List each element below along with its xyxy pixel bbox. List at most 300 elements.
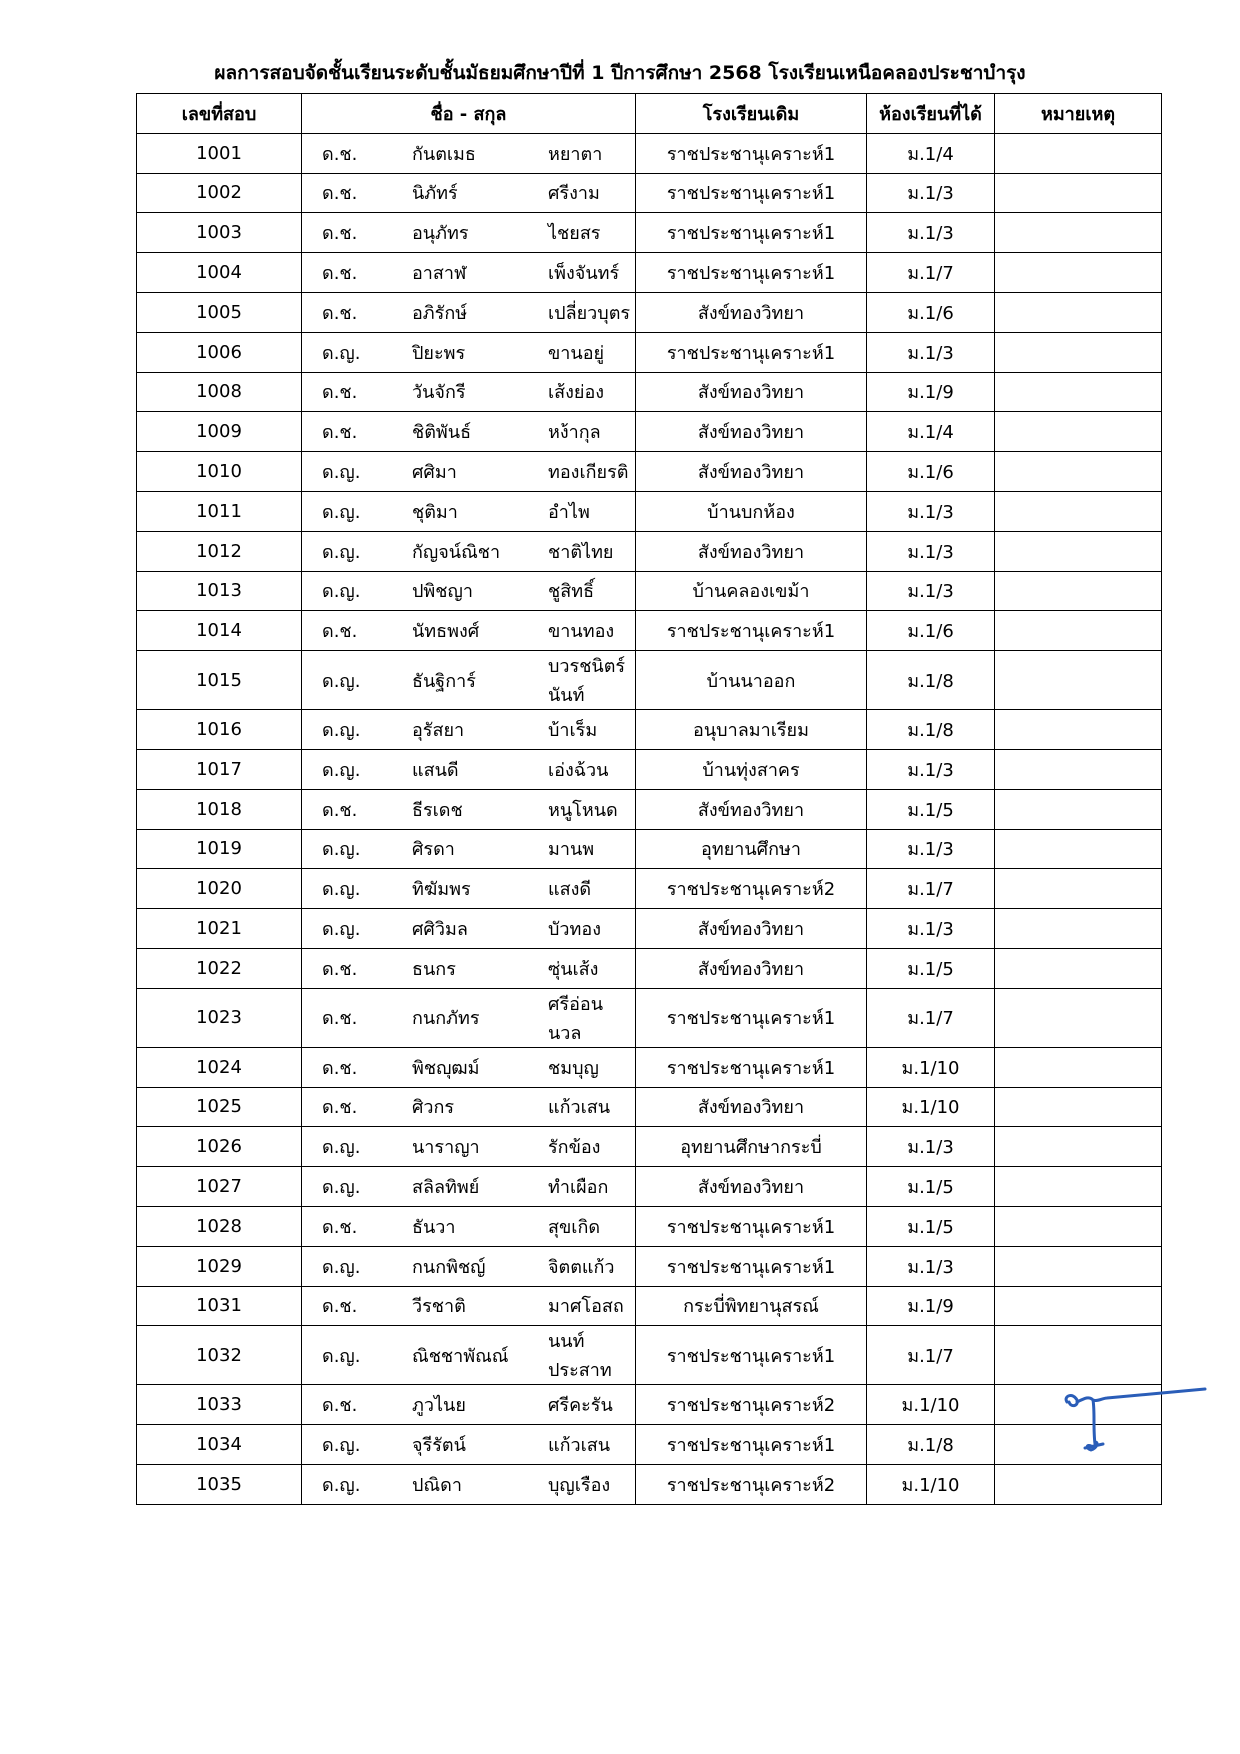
first-name: อุรัสยา — [412, 720, 465, 742]
room-cell: ม.1/7 — [867, 1326, 995, 1385]
exam-no-cell: 1035 — [137, 1464, 302, 1504]
remark-cell — [995, 571, 1162, 611]
last-name: ทำเผือก — [548, 1177, 609, 1199]
table-header-row — [137, 94, 1162, 134]
previous-school-cell: ราชประชานุเคราะห์1 — [636, 1425, 867, 1465]
first-name: ชิติพันธ์ — [412, 422, 472, 444]
table-row — [137, 829, 1162, 869]
name-prefix: ด.ช. — [322, 1216, 358, 1238]
name-prefix: ด.ญ. — [322, 720, 361, 742]
exam-no-cell: 1003 — [137, 213, 302, 253]
previous-school-cell: กระบี่พิทยานุสรณ์ — [636, 1286, 867, 1326]
room-cell: ม.1/8 — [867, 1425, 995, 1465]
table-body — [137, 133, 1162, 1504]
name-cell — [302, 1286, 636, 1326]
last-name: เพ็งจันทร์ — [548, 263, 620, 285]
previous-school-cell: ราชประชานุเคราะห์1 — [636, 1326, 867, 1385]
remark-cell — [995, 749, 1162, 789]
name-cell — [302, 1167, 636, 1207]
room-cell: ม.1/5 — [867, 1167, 995, 1207]
room-cell: ม.1/3 — [867, 571, 995, 611]
remark-cell — [995, 789, 1162, 829]
last-name: ศรีงาม — [548, 183, 600, 205]
room-cell: ม.1/3 — [867, 332, 995, 372]
remark-cell — [995, 412, 1162, 452]
remark-cell — [995, 1087, 1162, 1127]
previous-school-cell: ราชประชานุเคราะห์1 — [636, 253, 867, 293]
remark-cell — [995, 710, 1162, 750]
exam-no-cell: 1002 — [137, 173, 302, 213]
name-cell — [302, 372, 636, 412]
first-name: แสนดี — [412, 759, 459, 781]
remark-cell — [995, 1047, 1162, 1087]
name-cell — [302, 1326, 636, 1385]
name-prefix: ด.ช. — [322, 263, 358, 285]
name-prefix: ด.ญ. — [322, 759, 361, 781]
name-cell — [302, 1127, 636, 1167]
exam-no-cell: 1014 — [137, 611, 302, 651]
name-prefix: ด.ช. — [322, 958, 358, 980]
last-name: อำไพ — [548, 501, 590, 523]
remark-cell — [995, 948, 1162, 988]
table-row — [137, 133, 1162, 173]
previous-school-cell: สังข์ทองวิทยา — [636, 372, 867, 412]
exam-no-cell: 1001 — [137, 133, 302, 173]
exam-no-cell: 1005 — [137, 292, 302, 332]
previous-school-cell: อุทยานศึกษา — [636, 829, 867, 869]
last-name: ขานทอง — [548, 621, 615, 643]
exam-no-cell: 1010 — [137, 452, 302, 492]
name-prefix: ด.ช. — [322, 223, 358, 245]
name-cell — [302, 412, 636, 452]
table-row — [137, 1047, 1162, 1087]
first-name: ทิฆัมพร — [412, 879, 471, 901]
exam-no-cell: 1011 — [137, 491, 302, 531]
room-cell: ม.1/3 — [867, 829, 995, 869]
first-name: อาสาฬ — [412, 263, 467, 285]
header-remark: หมายเหตุ — [995, 94, 1162, 134]
table-row — [137, 1464, 1162, 1504]
exam-no-cell: 1032 — [137, 1326, 302, 1385]
name-cell — [302, 1246, 636, 1286]
room-cell: ม.1/9 — [867, 1286, 995, 1326]
table-row — [137, 292, 1162, 332]
first-name: ศิวกร — [412, 1097, 455, 1119]
previous-school-cell: สังข์ทองวิทยา — [636, 789, 867, 829]
previous-school-cell: บ้านทุ่งสาคร — [636, 749, 867, 789]
name-prefix: ด.ญ. — [322, 541, 361, 563]
name-cell — [302, 213, 636, 253]
first-name: วีรชาติ — [412, 1296, 466, 1318]
name-cell — [302, 452, 636, 492]
first-name: นาราญา — [412, 1137, 480, 1159]
first-name: อภิรักษ์ — [412, 302, 468, 324]
name-cell — [302, 749, 636, 789]
name-cell — [302, 789, 636, 829]
previous-school-cell: ราชประชานุเคราะห์1 — [636, 173, 867, 213]
name-cell — [302, 173, 636, 213]
name-prefix: ด.ช. — [322, 302, 358, 324]
name-prefix: ด.ญ. — [322, 342, 361, 364]
first-name: ชุติมา — [412, 501, 458, 523]
room-cell: ม.1/3 — [867, 1246, 995, 1286]
last-name: บัวทอง — [548, 919, 601, 941]
first-name: กัญจน์ณิชา — [412, 541, 501, 563]
first-name: ศศิมา — [412, 462, 457, 484]
remark-cell — [995, 1167, 1162, 1207]
last-name: บวรชนิตร์นันท์ — [548, 656, 626, 707]
previous-school-cell: ราชประชานุเคราะห์1 — [636, 332, 867, 372]
table-row — [137, 332, 1162, 372]
name-prefix: ด.ญ. — [322, 1435, 361, 1456]
room-cell: ม.1/4 — [867, 412, 995, 452]
name-prefix: ด.ญ. — [322, 919, 361, 941]
header-exam-no: เลขที่สอบ — [137, 94, 302, 134]
first-name: ธันวา — [412, 1216, 456, 1238]
previous-school-cell: ราชประชานุเคราะห์1 — [636, 1047, 867, 1087]
table-row — [137, 651, 1162, 710]
table-row — [137, 1286, 1162, 1326]
remark-cell — [995, 253, 1162, 293]
previous-school-cell: สังข์ทองวิทยา — [636, 531, 867, 571]
remark-cell — [995, 173, 1162, 213]
name-cell — [302, 531, 636, 571]
signature-icon — [1055, 1372, 1225, 1452]
room-cell: ม.1/10 — [867, 1087, 995, 1127]
previous-school-cell: บ้านบกห้อง — [636, 491, 867, 531]
exam-no-cell: 1019 — [137, 829, 302, 869]
first-name: ภูวไนย — [412, 1395, 466, 1417]
last-name: ขานอยู่ — [548, 342, 605, 364]
name-cell — [302, 491, 636, 531]
room-cell: ม.1/5 — [867, 948, 995, 988]
last-name: หง้ากุล — [548, 422, 601, 444]
name-cell — [302, 651, 636, 710]
first-name: นิภัทร์ — [412, 183, 458, 205]
first-name: ศิรดา — [412, 839, 455, 861]
table-row — [137, 1206, 1162, 1246]
name-prefix: ด.ญ. — [322, 1177, 361, 1199]
name-cell — [302, 988, 636, 1047]
name-prefix: ด.ช. — [322, 1097, 358, 1119]
last-name: ไชยสร — [548, 223, 601, 245]
previous-school-cell: สังข์ทองวิทยา — [636, 948, 867, 988]
room-cell: ม.1/6 — [867, 452, 995, 492]
exam-no-cell: 1020 — [137, 869, 302, 909]
document-title: ผลการสอบจัดชั้นเรียนระดับชั้นมัธยมศึกษาปีที่ 1 ปีการศึกษา 2568 โรงเรียนเหนือคลองประชาบำรุง — [214, 62, 1026, 84]
first-name: ณิชชาพัณณ์ — [412, 1345, 509, 1367]
name-cell — [302, 909, 636, 949]
name-cell — [302, 948, 636, 988]
header-school: โรงเรียนเดิม — [636, 94, 867, 134]
name-cell — [302, 1464, 636, 1504]
table-row — [137, 1127, 1162, 1167]
name-prefix: ด.ช. — [322, 143, 358, 165]
room-cell: ม.1/7 — [867, 253, 995, 293]
room-cell: ม.1/5 — [867, 789, 995, 829]
first-name: พิชญุฒม์ — [412, 1057, 480, 1079]
exam-no-cell: 1012 — [137, 531, 302, 571]
name-prefix: ด.ญ. — [322, 670, 361, 692]
last-name: เปลี่ยวบุตร — [548, 302, 631, 324]
name-prefix: ด.ญ. — [322, 879, 361, 901]
first-name: สลิลทิพย์ — [412, 1177, 480, 1199]
table-row — [137, 1246, 1162, 1286]
name-prefix: ด.ช. — [322, 1395, 358, 1417]
table-row — [137, 948, 1162, 988]
previous-school-cell: บ้านนาออก — [636, 651, 867, 710]
room-cell: ม.1/10 — [867, 1464, 995, 1504]
previous-school-cell: ราชประชานุเคราะห์2 — [636, 869, 867, 909]
remark-cell — [995, 988, 1162, 1047]
table-row — [137, 1326, 1162, 1385]
previous-school-cell: ราชประชานุเคราะห์1 — [636, 213, 867, 253]
table-row — [137, 253, 1162, 293]
exam-no-cell: 1029 — [137, 1246, 302, 1286]
first-name: วันจักรี — [412, 382, 466, 404]
table-row — [137, 1385, 1162, 1425]
remark-cell — [995, 1246, 1162, 1286]
exam-no-cell: 1034 — [137, 1425, 302, 1465]
first-name: กนกพิชญ์ — [412, 1256, 486, 1278]
previous-school-cell: ราชประชานุเคราะห์1 — [636, 1206, 867, 1246]
first-name: ธีรเดช — [412, 799, 463, 821]
name-cell — [302, 571, 636, 611]
previous-school-cell: สังข์ทองวิทยา — [636, 452, 867, 492]
previous-school-cell: บ้านคลองเขม้า — [636, 571, 867, 611]
header-room: ห้องเรียนที่ได้ — [867, 94, 995, 134]
last-name: นนท์ประสาท — [548, 1331, 612, 1382]
name-prefix: ด.ญ. — [322, 1256, 361, 1278]
last-name: เส้งย่อง — [548, 382, 605, 404]
previous-school-cell: ราชประชานุเคราะห์2 — [636, 1464, 867, 1504]
exam-no-cell: 1026 — [137, 1127, 302, 1167]
exam-no-cell: 1017 — [137, 749, 302, 789]
last-name: เอ่งฉ้วน — [548, 759, 609, 781]
remark-cell — [995, 292, 1162, 332]
table-row — [137, 909, 1162, 949]
name-cell — [302, 1087, 636, 1127]
name-cell — [302, 253, 636, 293]
first-name: นัทธพงศ์ — [412, 621, 480, 643]
name-prefix: ด.ญ. — [322, 839, 361, 861]
remark-cell — [995, 1464, 1162, 1504]
table-row — [137, 1167, 1162, 1207]
table-row — [137, 372, 1162, 412]
remark-cell — [995, 491, 1162, 531]
table-row — [137, 531, 1162, 571]
table-row — [137, 491, 1162, 531]
exam-no-cell: 1006 — [137, 332, 302, 372]
remark-cell — [995, 452, 1162, 492]
name-cell — [302, 292, 636, 332]
name-prefix: ด.ช. — [322, 382, 358, 404]
exam-no-cell: 1004 — [137, 253, 302, 293]
table-row — [137, 1425, 1162, 1465]
last-name: ศรีคะรัน — [548, 1395, 613, 1417]
previous-school-cell: สังข์ทองวิทยา — [636, 1087, 867, 1127]
table-row — [137, 173, 1162, 213]
previous-school-cell: ราชประชานุเคราะห์1 — [636, 611, 867, 651]
name-prefix: ด.ช. — [322, 799, 358, 821]
exam-no-cell: 1027 — [137, 1167, 302, 1207]
last-name: บ้าเร็ม — [548, 720, 598, 742]
previous-school-cell: สังข์ทองวิทยา — [636, 292, 867, 332]
table-row — [137, 869, 1162, 909]
remark-cell — [995, 651, 1162, 710]
last-name: บุญเรือง — [548, 1474, 611, 1496]
first-name: ธนกร — [412, 958, 456, 980]
room-cell: ม.1/5 — [867, 1206, 995, 1246]
table-row — [137, 789, 1162, 829]
name-prefix: ด.ช. — [322, 1008, 358, 1030]
previous-school-cell: อนุบาลมาเรียม — [636, 710, 867, 750]
first-name: ธันฐิการ์ — [412, 670, 476, 692]
remark-cell — [995, 611, 1162, 651]
last-name: ศรีอ่อนนวล — [548, 993, 604, 1044]
last-name: มาศโอสถ — [548, 1296, 624, 1318]
name-cell — [302, 710, 636, 750]
exam-no-cell: 1024 — [137, 1047, 302, 1087]
remark-cell — [995, 372, 1162, 412]
last-name: หยาตา — [548, 143, 603, 165]
exam-no-cell: 1033 — [137, 1385, 302, 1425]
room-cell: ม.1/8 — [867, 710, 995, 750]
table-row — [137, 988, 1162, 1047]
room-cell: ม.1/8 — [867, 651, 995, 710]
remark-cell — [995, 909, 1162, 949]
table-row — [137, 452, 1162, 492]
remark-cell — [995, 213, 1162, 253]
room-cell: ม.1/7 — [867, 988, 995, 1047]
remark-cell — [995, 1127, 1162, 1167]
previous-school-cell: ราชประชานุเคราะห์1 — [636, 988, 867, 1047]
exam-no-cell: 1015 — [137, 651, 302, 710]
table-row — [137, 412, 1162, 452]
remark-cell — [995, 869, 1162, 909]
table-row — [137, 710, 1162, 750]
exam-no-cell: 1028 — [137, 1206, 302, 1246]
last-name: ชาติไทย — [548, 541, 614, 563]
previous-school-cell: ราชประชานุเคราะห์1 — [636, 133, 867, 173]
name-cell — [302, 1425, 636, 1465]
table-row — [137, 213, 1162, 253]
name-prefix: ด.ญ. — [322, 581, 361, 603]
room-cell: ม.1/3 — [867, 749, 995, 789]
room-cell: ม.1/3 — [867, 531, 995, 571]
name-prefix: ด.ญ. — [322, 462, 361, 484]
last-name: ซุ่นเส้ง — [548, 958, 599, 980]
exam-no-cell: 1013 — [137, 571, 302, 611]
room-cell: ม.1/3 — [867, 173, 995, 213]
last-name: สุขเกิด — [548, 1216, 601, 1238]
table-row — [137, 749, 1162, 789]
last-name: แก้วเสน — [548, 1097, 611, 1119]
first-name: จุรีรัตน์ — [412, 1435, 466, 1456]
room-cell: ม.1/4 — [867, 133, 995, 173]
remark-cell — [995, 531, 1162, 571]
name-cell — [302, 1047, 636, 1087]
exam-no-cell: 1023 — [137, 988, 302, 1047]
exam-no-cell: 1016 — [137, 710, 302, 750]
name-cell — [302, 133, 636, 173]
last-name: มานพ — [548, 839, 595, 861]
room-cell: ม.1/10 — [867, 1385, 995, 1425]
name-prefix: ด.ช. — [322, 1296, 358, 1318]
last-name: ชมบุญ — [548, 1057, 599, 1079]
exam-no-cell: 1009 — [137, 412, 302, 452]
last-name: แก้วเสน — [548, 1435, 611, 1456]
room-cell: ม.1/3 — [867, 213, 995, 253]
room-cell: ม.1/3 — [867, 1127, 995, 1167]
remark-cell — [995, 332, 1162, 372]
room-cell: ม.1/9 — [867, 372, 995, 412]
name-cell — [302, 611, 636, 651]
exam-no-cell: 1031 — [137, 1286, 302, 1326]
first-name: ปิยะพร — [412, 342, 466, 364]
name-prefix: ด.ญ. — [322, 1137, 361, 1159]
previous-school-cell: อุทยานศึกษากระบี่ — [636, 1127, 867, 1167]
remark-cell — [995, 1286, 1162, 1326]
name-prefix: ด.ช. — [322, 422, 358, 444]
room-cell: ม.1/3 — [867, 909, 995, 949]
name-prefix: ด.ช. — [322, 621, 358, 643]
table-row — [137, 611, 1162, 651]
name-prefix: ด.ญ. — [322, 1345, 361, 1367]
previous-school-cell: สังข์ทองวิทยา — [636, 412, 867, 452]
last-name: หนูโหนด — [548, 799, 618, 821]
name-cell — [302, 869, 636, 909]
first-name: ปพิชญา — [412, 581, 473, 603]
room-cell: ม.1/6 — [867, 611, 995, 651]
name-cell — [302, 1385, 636, 1425]
previous-school-cell: สังข์ทองวิทยา — [636, 909, 867, 949]
header-name: ชื่อ - สกุล — [302, 94, 636, 134]
table-row — [137, 1087, 1162, 1127]
last-name: จิตตแก้ว — [548, 1256, 615, 1278]
room-cell: ม.1/3 — [867, 491, 995, 531]
previous-school-cell: ราชประชานุเคราะห์1 — [636, 1246, 867, 1286]
first-name: กันตเมธ — [412, 143, 476, 165]
first-name: อนุภัทร — [412, 223, 469, 245]
results-table — [136, 93, 1162, 1505]
table-row — [137, 571, 1162, 611]
room-cell: ม.1/6 — [867, 292, 995, 332]
name-prefix: ด.ช. — [322, 183, 358, 205]
exam-no-cell: 1022 — [137, 948, 302, 988]
last-name: แสงดี — [548, 879, 592, 901]
previous-school-cell: สังข์ทองวิทยา — [636, 1167, 867, 1207]
name-cell — [302, 1206, 636, 1246]
room-cell: ม.1/7 — [867, 869, 995, 909]
name-cell — [302, 332, 636, 372]
room-cell: ม.1/10 — [867, 1047, 995, 1087]
remark-cell — [995, 829, 1162, 869]
first-name: ศศิวิมล — [412, 919, 468, 941]
name-prefix: ด.ช. — [322, 1057, 358, 1079]
first-name: กนกภัทร — [412, 1008, 480, 1030]
exam-no-cell: 1008 — [137, 372, 302, 412]
remark-cell — [995, 133, 1162, 173]
exam-no-cell: 1025 — [137, 1087, 302, 1127]
first-name: ปณิดา — [412, 1474, 462, 1496]
exam-no-cell: 1021 — [137, 909, 302, 949]
name-prefix: ด.ญ. — [322, 501, 361, 523]
exam-no-cell: 1018 — [137, 789, 302, 829]
last-name: ทองเกียรติ — [548, 462, 629, 484]
name-cell — [302, 829, 636, 869]
previous-school-cell: ราชประชานุเคราะห์2 — [636, 1385, 867, 1425]
